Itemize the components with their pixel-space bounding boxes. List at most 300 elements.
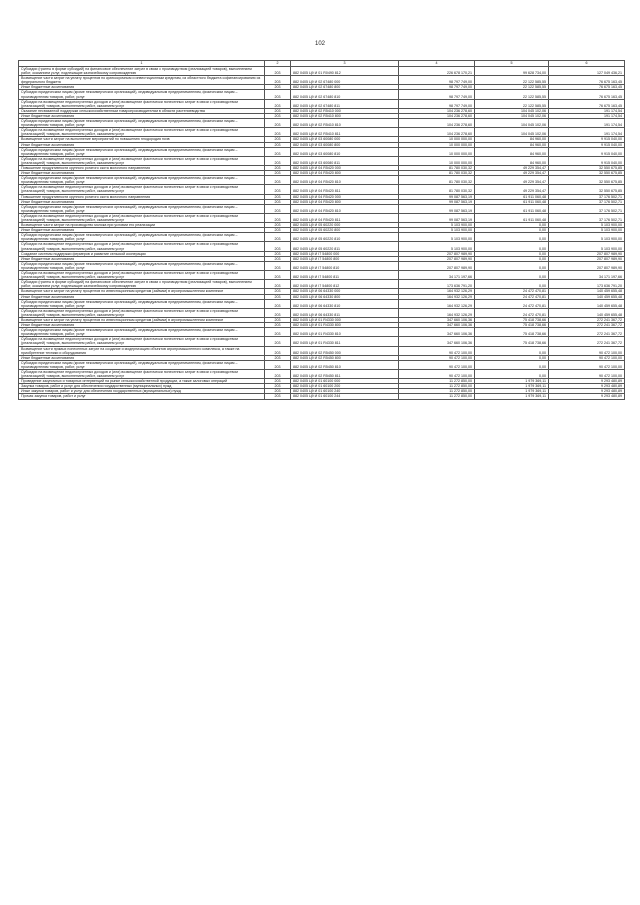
row-name: Субсидии на возмещение недополученных доходов и (или) возмещение фактически понесенных затрат в связи с производством (реализацией) товаров, выполнением работ, оказанием услуг [19, 271, 265, 280]
row-classification-code: 882 0405 Ц9 И 04 R5420 800 [291, 171, 399, 176]
row-approved-amount: 11 272 850,00 [399, 389, 475, 394]
row-executed-amount: 75 418 738,66 [475, 328, 549, 337]
row-executed-amount: 84 960,00 [475, 137, 549, 142]
row-remaining-amount: 9 915 040,00 [549, 147, 625, 156]
row-executed-amount: 61 911 060,48 [475, 213, 549, 222]
row-remaining-amount: 191 174,54 [549, 119, 625, 128]
row-classification-code: 882 0405 Ц9 И I7 54800 000 [291, 251, 399, 256]
row-classification-code: 882 0405 Ц9 И 02 R5450 810 [291, 360, 399, 369]
row-name: Субсидии юридическим лицам (кроме некоммерческих организаций), индивидуальным предпринимателям, физическим лицам – производителям товаров, работ, услуг [19, 119, 265, 128]
row-name: Субсидии на возмещение недополученных доходов и (или) возмещение фактически понесенных затрат в связи с производством (реализацией) товаров, выполнением работ, оказанием услуг [19, 337, 265, 346]
row-code: 203 [265, 317, 291, 322]
row-approved-amount: 90 472 100,00 [399, 355, 475, 360]
row-approved-amount: 81 780 030,32 [399, 185, 475, 194]
row-approved-amount: 99 087 563,19 [399, 199, 475, 204]
row-executed-amount: 84 960,00 [475, 142, 549, 147]
row-executed-amount: 61 911 060,48 [475, 194, 549, 199]
row-classification-code: 882 0405 Ц9 И 06 64330 811 [291, 308, 399, 317]
table-row [19, 147, 625, 156]
row-classification-code: 882 0405 Ц9 И 04 R5420 811 [291, 185, 399, 194]
row-executed-amount: 75 418 738,66 [475, 323, 549, 328]
row-name: Субсидии юридическим лицам (кроме некоммерческих организаций), индивидуальным предпринимателям, физическим лицам – производителям товаров, работ, услуг [19, 176, 265, 185]
row-classification-code: 882 0405 Ц9 И 06 64330 800 [291, 294, 399, 299]
row-code: 203 [265, 384, 291, 389]
row-code: 203 [265, 346, 291, 355]
row-approved-amount: 98 797 749,00 [399, 76, 475, 85]
row-remaining-amount: 9 293 480,89 [549, 379, 625, 384]
row-remaining-amount: 127 049 436,21 [549, 67, 625, 76]
row-code: 203 [265, 251, 291, 256]
row-remaining-amount: 207 807 989,90 [549, 251, 625, 256]
row-classification-code: 882 0405 Ц9 И 06 64330 000 [291, 289, 399, 294]
row-name: Субсидии на возмещение недополученных доходов и (или) возмещение фактически понесенных затрат в связи с производством (реализацией) товаров, выполнением работ, оказанием услуг [19, 370, 265, 379]
table-row [19, 370, 625, 379]
row-name: Иные бюджетные ассигнования [19, 171, 265, 176]
row-name: Возмещение части затрат на выполнение мероприятий по повышению плодородия почв [19, 137, 265, 142]
table-row [19, 337, 625, 346]
row-remaining-amount: 76 675 163,45 [549, 90, 625, 99]
row-classification-code: 882 0405 Ц9 И 02 R5450 800 [291, 355, 399, 360]
row-executed-amount: 49 229 354,47 [475, 171, 549, 176]
row-classification-code: 882 0405 Ц9 И 04 R5420 800 [291, 199, 399, 204]
row-classification-code: 882 0405 Ц9 И 04 R5420 810 [291, 204, 399, 213]
row-code: 203 [265, 204, 291, 213]
budget-table [18, 60, 625, 400]
row-approved-amount: 347 660 106,36 [399, 328, 475, 337]
table-row [19, 271, 625, 280]
row-code: 203 [265, 299, 291, 308]
row-executed-amount: 49 229 354,47 [475, 185, 549, 194]
row-name: Субсидии на возмещение недополученных доходов и (или) возмещение фактически понесенных затрат в связи с производством (реализацией) товаров, выполнением работ, оказанием услуг [19, 242, 265, 251]
row-name: Иные бюджетные ассигнования [19, 294, 265, 299]
row-classification-code: 882 0405 Ц9 И 01 60100 200 [291, 384, 399, 389]
row-remaining-amount: 32 550 675,85 [549, 171, 625, 176]
row-code: 203 [265, 156, 291, 165]
row-executed-amount: 75 418 738,66 [475, 337, 549, 346]
row-classification-code: 882 0405 Ц9 И 03 60080 000 [291, 137, 399, 142]
row-approved-amount: 34 171 197,66 [399, 271, 475, 280]
row-approved-amount: 99 087 563,19 [399, 194, 475, 199]
row-code: 203 [265, 108, 291, 113]
column-header: 4 [399, 61, 475, 67]
row-code: 203 [265, 261, 291, 270]
row-code: 203 [265, 171, 291, 176]
table-row [19, 119, 625, 128]
row-classification-code: 882 0405 Ц9 И I7 54800 810 [291, 261, 399, 270]
row-name: Иные бюджетные ассигнования [19, 199, 265, 204]
row-classification-code: 882 0405 Ц9 И 05 60220 811 [291, 242, 399, 251]
row-executed-amount: 0,00 [475, 360, 549, 369]
row-remaining-amount: 9 293 480,89 [549, 389, 625, 394]
row-approved-amount: 173 636 791,20 [399, 280, 475, 289]
row-name: Субсидии юридическим лицам (кроме некоммерческих организаций), индивидуальным предпринимателям, физическим лицам – производителям товаров, работ, услуг [19, 261, 265, 270]
table-row [19, 233, 625, 242]
row-classification-code: 882 0405 Ц9 И 04 R5420 000 [291, 165, 399, 170]
table-row [19, 185, 625, 194]
row-remaining-amount: 207 807 989,90 [549, 261, 625, 270]
table-row [19, 299, 625, 308]
row-code: 203 [265, 370, 291, 379]
row-code: 203 [265, 360, 291, 369]
table-row [19, 389, 625, 394]
table-row [19, 261, 625, 270]
row-classification-code: 882 0405 Ц9 И 02 R5450 000 [291, 346, 399, 355]
row-name: Иные бюджетные ассигнования [19, 323, 265, 328]
row-executed-amount: 22 122 585,55 [475, 76, 549, 85]
row-classification-code: 882 0405 Ц9 И 01 60100 240 [291, 389, 399, 394]
column-header: 2 [265, 61, 291, 67]
row-code: 203 [265, 213, 291, 222]
row-code: 203 [265, 113, 291, 118]
row-classification-code: 882 0405 Ц9 И 02 R5410 800 [291, 113, 399, 118]
row-approved-amount: 98 797 749,00 [399, 85, 475, 90]
row-name: Иные бюджетные ассигнования [19, 85, 265, 90]
row-remaining-amount: 140 459 655,48 [549, 289, 625, 294]
table-row [19, 204, 625, 213]
row-approved-amount: 347 660 106,36 [399, 337, 475, 346]
row-remaining-amount: 140 459 655,48 [549, 299, 625, 308]
row-code: 203 [265, 271, 291, 280]
row-approved-amount: 99 087 563,19 [399, 213, 475, 222]
row-classification-code: 882 0405 Ц9 И 02 R5450 811 [291, 370, 399, 379]
row-name: Иные закупки товаров, работ и услуг для обеспечения государственных (муниципальных) нужд [19, 389, 265, 394]
table-row [19, 289, 625, 294]
row-remaining-amount: 173 636 791,20 [549, 280, 625, 289]
column-header: 3 [291, 61, 399, 67]
row-code: 203 [265, 323, 291, 328]
row-executed-amount: 24 472 470,81 [475, 294, 549, 299]
row-code: 203 [265, 199, 291, 204]
row-remaining-amount: 76 675 163,45 [549, 76, 625, 85]
row-remaining-amount: 32 550 675,85 [549, 176, 625, 185]
row-remaining-amount: 32 550 675,85 [549, 185, 625, 194]
row-name: Субсидии на возмещение недополученных доходов и (или) возмещение фактически понесенных затрат в связи с производством (реализацией) товаров, выполнением работ, оказанием услуг [19, 213, 265, 222]
row-executed-amount: 84 960,00 [475, 147, 549, 156]
row-name: Субсидии на возмещение недополученных доходов и (или) возмещение фактически понесенных затрат в связи с производством (реализацией) товаров, выполнением работ, оказанием услуг [19, 99, 265, 108]
row-name: Иные бюджетные ассигнования [19, 355, 265, 360]
row-remaining-amount: 76 675 163,45 [549, 99, 625, 108]
row-approved-amount: 164 932 126,29 [399, 289, 475, 294]
row-name: Субсидии юридическим лицам (кроме некоммерческих организаций), индивидуальным предпринимателям, физическим лицам – производителям товаров, работ, услуг [19, 204, 265, 213]
row-remaining-amount: 37 176 502,71 [549, 204, 625, 213]
row-classification-code: 882 0405 Ц9 И 01 R4330 000 [291, 317, 399, 322]
row-name: Оказание несвязанной поддержки сельскохозяйственным товаропроизводителям в области растениеводства [19, 108, 265, 113]
row-code: 203 [265, 389, 291, 394]
row-remaining-amount: 90 472 100,00 [549, 370, 625, 379]
row-classification-code: 882 0405 Ц9 И 02 67480 810 [291, 90, 399, 99]
row-executed-amount: 22 122 585,55 [475, 85, 549, 90]
row-code: 203 [265, 223, 291, 228]
row-name: Субсидии юридическим лицам (кроме некоммерческих организаций), индивидуальным предпринимателям, физическим лицам – производителям товаров, работ, услуг [19, 299, 265, 308]
row-approved-amount: 90 472 100,00 [399, 360, 475, 369]
row-executed-amount: 24 472 470,81 [475, 308, 549, 317]
row-approved-amount: 10 000 000,00 [399, 156, 475, 165]
row-classification-code: 882 0405 Ц9 И 01 R4330 800 [291, 323, 399, 328]
row-remaining-amount: 5 103 900,00 [549, 223, 625, 228]
table-row [19, 194, 625, 199]
row-executed-amount: 0,00 [475, 370, 549, 379]
row-classification-code: 882 0405 Ц9 И 03 60080 800 [291, 142, 399, 147]
row-code: 203 [265, 137, 291, 142]
row-approved-amount: 98 797 749,00 [399, 99, 475, 108]
row-remaining-amount: 272 241 367,72 [549, 337, 625, 346]
row-executed-amount: 0,00 [475, 261, 549, 270]
row-name: Субсидии на возмещение недополученных доходов и (или) возмещение фактически понесенных затрат в связи с производством (реализацией) товаров, выполнением работ, оказанием услуг [19, 128, 265, 137]
row-name: Иные бюджетные ассигнования [19, 256, 265, 261]
row-code: 203 [265, 165, 291, 170]
row-executed-amount: 0,00 [475, 233, 549, 242]
table-row [19, 384, 625, 389]
row-remaining-amount: 272 241 367,72 [549, 328, 625, 337]
table-row [19, 128, 625, 137]
row-remaining-amount: 9 915 040,00 [549, 156, 625, 165]
table-row [19, 280, 625, 289]
row-executed-amount: 104 045 102,06 [475, 128, 549, 137]
table-row [19, 308, 625, 317]
row-code: 203 [265, 308, 291, 317]
row-code: 203 [265, 90, 291, 99]
row-remaining-amount: 9 915 040,00 [549, 142, 625, 147]
row-code: 203 [265, 85, 291, 90]
row-executed-amount: 49 229 354,47 [475, 176, 549, 185]
row-name: Иные бюджетные ассигнования [19, 142, 265, 147]
row-name: Прочая закупка товаров, работ и услуг [19, 394, 265, 399]
table-row [19, 156, 625, 165]
row-remaining-amount: 140 459 655,48 [549, 294, 625, 299]
row-code: 203 [265, 328, 291, 337]
row-name: Субсидии на возмещение недополученных доходов и (или) возмещение фактически понесенных затрат в связи с производством (реализацией) товаров, выполнением работ, оказанием услуг [19, 185, 265, 194]
row-remaining-amount: 9 293 480,89 [549, 394, 625, 399]
row-approved-amount: 81 780 030,32 [399, 176, 475, 185]
row-approved-amount: 90 472 100,00 [399, 346, 475, 355]
row-approved-amount: 11 272 850,00 [399, 379, 475, 384]
row-executed-amount: 61 911 060,48 [475, 204, 549, 213]
table-row [19, 242, 625, 251]
row-executed-amount: 104 045 102,06 [475, 119, 549, 128]
row-approved-amount: 11 272 850,00 [399, 394, 475, 399]
row-approved-amount: 207 807 989,90 [399, 261, 475, 270]
row-classification-code: 882 0405 Ц9 И 02 67480 800 [291, 85, 399, 90]
row-executed-amount: 24 472 470,81 [475, 289, 549, 294]
row-code: 203 [265, 379, 291, 384]
row-approved-amount: 90 472 100,00 [399, 370, 475, 379]
row-remaining-amount: 76 675 163,45 [549, 85, 625, 90]
row-name: Субсидии юридическим лицам (кроме некоммерческих организаций), индивидуальным предпринимателям, физическим лицам – производителям товаров, работ, услуг [19, 90, 265, 99]
row-approved-amount: 5 103 900,00 [399, 223, 475, 228]
row-code: 203 [265, 294, 291, 299]
row-name: Возмещение части прямых понесенных затрат на создание и модернизацию объектов агропромышленного комплекса, а также на приобретение техники и оборудования [19, 346, 265, 355]
row-classification-code: 882 0405 Ц9 И 03 60080 811 [291, 156, 399, 165]
row-name: Возмещение части затрат на уплату процентов по краткосрочным и инвестиционным кредитам, из областного бюджета софинансированию из федерального бюджета [19, 76, 265, 85]
row-approved-amount: 10 000 000,00 [399, 147, 475, 156]
row-remaining-amount: 34 171 197,66 [549, 271, 625, 280]
row-executed-amount: 0,00 [475, 256, 549, 261]
row-classification-code: 882 0405 Ц9 И 01 R4330 810 [291, 328, 399, 337]
row-code: 203 [265, 289, 291, 294]
table-row [19, 137, 625, 142]
row-name: Субсидии (гранты в форме субсидий) на финансовое обеспечение затрат в связи с производством (реализацией товаров), выполнением работ, оказанием услуг, подлежащие казначейскому сопровождению [19, 67, 265, 76]
row-name: Проведение закупочных и товарных интервенций на рынке сельскохозяйственной продукции, а также залоговых операций [19, 379, 265, 384]
row-remaining-amount: 207 807 989,90 [549, 256, 625, 261]
row-code: 203 [265, 119, 291, 128]
row-executed-amount: 1 979 369,11 [475, 389, 549, 394]
row-code: 203 [265, 233, 291, 242]
column-header: 5 [475, 61, 549, 67]
row-remaining-amount: 9 915 040,00 [549, 137, 625, 142]
row-remaining-amount: 140 459 655,48 [549, 308, 625, 317]
row-name: Возмещение части затрат на производство молока при условии его реализации [19, 223, 265, 228]
row-classification-code: 882 0405 Ц9 И 02 R5410 810 [291, 119, 399, 128]
table-row [19, 317, 625, 322]
row-executed-amount: 22 122 585,55 [475, 90, 549, 99]
row-executed-amount: 1 979 369,11 [475, 379, 549, 384]
row-remaining-amount: 90 472 100,00 [549, 355, 625, 360]
row-executed-amount: 104 045 102,06 [475, 113, 549, 118]
row-approved-amount: 164 932 126,29 [399, 308, 475, 317]
row-approved-amount: 5 103 900,00 [399, 228, 475, 233]
row-remaining-amount: 191 174,54 [549, 128, 625, 137]
row-approved-amount: 5 103 900,00 [399, 233, 475, 242]
row-code: 203 [265, 128, 291, 137]
row-classification-code: 882 0405 Ц9 И 02 R5410 811 [291, 128, 399, 137]
row-approved-amount: 81 780 030,32 [399, 171, 475, 176]
row-executed-amount: 0,00 [475, 242, 549, 251]
row-name: Субсидии юридическим лицам (кроме некоммерческих организаций), индивидуальным предпринимателям, физическим лицам – производителям товаров, работ, услуг [19, 360, 265, 369]
row-remaining-amount: 90 472 100,00 [549, 346, 625, 355]
row-executed-amount: 104 045 102,06 [475, 108, 549, 113]
table-row [19, 379, 625, 384]
row-executed-amount: 84 960,00 [475, 156, 549, 165]
row-remaining-amount: 272 241 367,72 [549, 323, 625, 328]
row-name: Закупка товаров, работ и услуг для обеспечения государственных (муниципальных) нужд [19, 384, 265, 389]
row-code: 203 [265, 280, 291, 289]
table-row [19, 176, 625, 185]
row-classification-code: 882 0405 Ц9 И 05 60220 810 [291, 233, 399, 242]
row-approved-amount: 104 236 278,60 [399, 113, 475, 118]
row-approved-amount: 10 000 000,00 [399, 142, 475, 147]
table-row [19, 394, 625, 399]
row-code: 203 [265, 147, 291, 156]
row-executed-amount: 0,00 [475, 355, 549, 360]
row-classification-code: 882 0405 Ц9 И 03 60080 810 [291, 147, 399, 156]
row-classification-code: 882 0405 Ц9 И 01 60100 000 [291, 379, 399, 384]
row-remaining-amount: 5 103 900,00 [549, 233, 625, 242]
row-classification-code: 882 0405 Ц9 И 04 R5420 810 [291, 176, 399, 185]
row-classification-code: 882 0405 Ц9 И I7 54800 800 [291, 256, 399, 261]
row-code: 203 [265, 176, 291, 185]
row-code: 203 [265, 394, 291, 399]
column-header: 1 [19, 61, 265, 67]
row-code: 203 [265, 67, 291, 76]
table-row [19, 99, 625, 108]
row-remaining-amount: 5 103 900,00 [549, 242, 625, 251]
row-classification-code: 882 0405 Ц9 И 04 R5420 811 [291, 213, 399, 222]
row-name: Повышение продуктивности крупного рогатого скота молочного направления [19, 194, 265, 199]
table-row [19, 165, 625, 170]
row-code: 203 [265, 256, 291, 261]
row-remaining-amount: 37 176 502,71 [549, 213, 625, 222]
row-name: Субсидии на возмещение недополученных доходов и (или) возмещение фактически понесенных затрат в связи с производством (реализацией) товаров, выполнением работ, оказанием услуг [19, 156, 265, 165]
row-classification-code: 882 0405 Ц9 И 06 64330 810 [291, 299, 399, 308]
row-remaining-amount: 272 241 367,72 [549, 317, 625, 322]
row-name: Повышение продуктивности крупного рогатого скота молочного направления [19, 165, 265, 170]
row-approved-amount: 81 780 030,32 [399, 165, 475, 170]
table-row [19, 67, 625, 76]
row-executed-amount: 49 229 354,47 [475, 165, 549, 170]
row-name: Субсидии (гранты в форме субсидий) на финансовое обеспечение затрат в связи с производством (реализацией товаров), выполнением работ, оказанием услуг, подлежащие казначейскому сопровождению [19, 280, 265, 289]
row-executed-amount: 1 979 369,11 [475, 384, 549, 389]
row-approved-amount: 5 103 900,00 [399, 242, 475, 251]
row-approved-amount: 347 660 106,36 [399, 317, 475, 322]
row-executed-amount: 0,00 [475, 223, 549, 228]
row-approved-amount: 347 660 106,36 [399, 323, 475, 328]
row-classification-code: 882 0405 Ц9 И 05 60220 000 [291, 223, 399, 228]
row-remaining-amount: 5 103 900,00 [549, 228, 625, 233]
row-classification-code: 882 0405 Ц9 И 01 60100 244 [291, 394, 399, 399]
table-row [19, 346, 625, 355]
row-executed-amount: 75 418 738,66 [475, 317, 549, 322]
row-executed-amount: 0,00 [475, 251, 549, 256]
row-code: 203 [265, 228, 291, 233]
row-executed-amount: 61 911 060,48 [475, 199, 549, 204]
page-number: 102 [314, 41, 325, 47]
table-row [19, 76, 625, 85]
table-row [19, 108, 625, 113]
row-classification-code: 882 0405 Ц9 И I7 54800 812 [291, 280, 399, 289]
row-classification-code: 882 0405 Ц9 И 01 R4330 811 [291, 337, 399, 346]
row-remaining-amount: 37 176 502,71 [549, 199, 625, 204]
row-approved-amount: 99 087 563,19 [399, 204, 475, 213]
row-name: Субсидии юридическим лицам (кроме некоммерческих организаций), индивидуальным предпринимателям, физическим лицам – производителям товаров, работ, услуг [19, 233, 265, 242]
row-approved-amount: 104 236 278,60 [399, 119, 475, 128]
row-approved-amount: 164 932 126,29 [399, 299, 475, 308]
row-code: 203 [265, 76, 291, 85]
row-name: Субсидии юридическим лицам (кроме некоммерческих организаций), индивидуальным предпринимателям, физическим лицам – производителям товаров, работ, услуг [19, 328, 265, 337]
row-approved-amount: 164 932 126,29 [399, 294, 475, 299]
row-name: Возмещение части затрат на уплату процентов по инвестиционным кредитам (займам) в агропромышленном комплексе [19, 317, 265, 322]
row-remaining-amount: 32 550 675,85 [549, 165, 625, 170]
row-code: 203 [265, 337, 291, 346]
row-classification-code: 882 0405 Ц9 И 02 67480 000 [291, 76, 399, 85]
row-name: Субсидии на возмещение недополученных доходов и (или) возмещение фактически понесенных затрат в связи с производством (реализацией) товаров, выполнением работ, оказанием услуг [19, 308, 265, 317]
row-executed-amount: 22 122 585,55 [475, 99, 549, 108]
row-approved-amount: 98 797 749,00 [399, 90, 475, 99]
row-executed-amount: 99 628 734,00 [475, 67, 549, 76]
row-name: Субсидии юридическим лицам (кроме некоммерческих организаций), индивидуальным предпринимателям, физическим лицам – производителям товаров, работ, услуг [19, 147, 265, 156]
row-executed-amount: 1 979 369,11 [475, 394, 549, 399]
table-row [19, 213, 625, 222]
row-remaining-amount: 191 174,54 [549, 113, 625, 118]
row-executed-amount: 0,00 [475, 346, 549, 355]
row-remaining-amount: 37 176 502,71 [549, 194, 625, 199]
row-classification-code: 882 0405 Ц9 И 04 R5420 000 [291, 194, 399, 199]
row-classification-code: 882 0405 Ц9 И I7 54800 811 [291, 271, 399, 280]
table-row [19, 328, 625, 337]
row-code: 203 [265, 194, 291, 199]
row-remaining-amount: 191 174,54 [549, 108, 625, 113]
row-approved-amount: 207 807 989,90 [399, 256, 475, 261]
row-code: 203 [265, 142, 291, 147]
row-name: Возмещение части затрат на уплату процентов по инвестиционным кредитам (займам) в агропромышленном комплексе [19, 289, 265, 294]
row-code: 203 [265, 99, 291, 108]
row-approved-amount: 11 272 850,00 [399, 384, 475, 389]
row-approved-amount: 226 678 170,21 [399, 67, 475, 76]
row-approved-amount: 10 000 000,00 [399, 137, 475, 142]
row-classification-code: 882 0405 Ц9 И 02 67480 811 [291, 99, 399, 108]
row-executed-amount: 0,00 [475, 280, 549, 289]
row-code: 203 [265, 355, 291, 360]
row-name: Иные бюджетные ассигнования [19, 228, 265, 233]
